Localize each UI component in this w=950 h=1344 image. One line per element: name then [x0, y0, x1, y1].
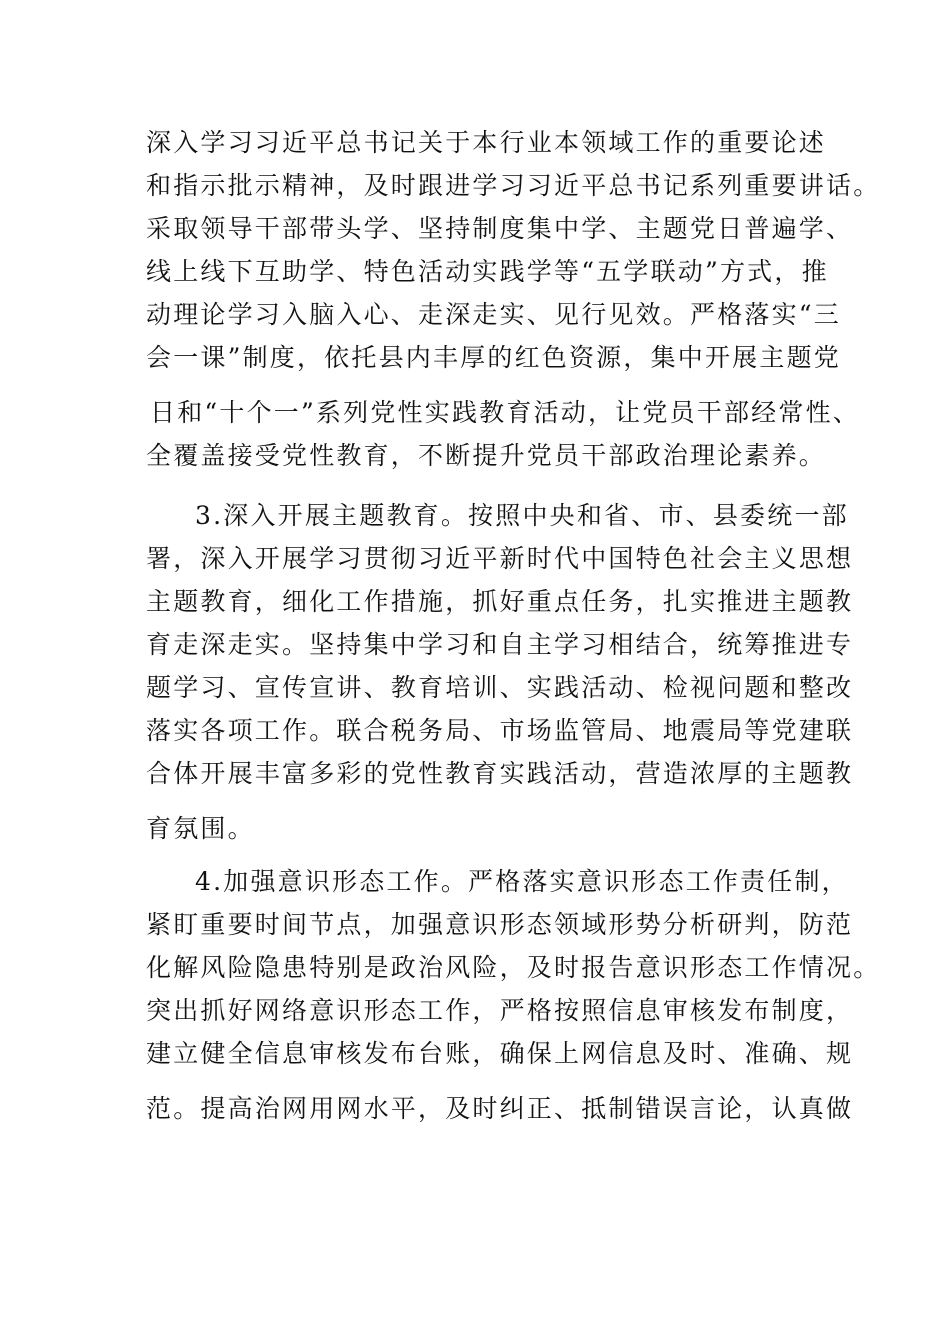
text-line: 署，深入开展学习贯彻习近平新时代中国特色社会主义思想	[146, 544, 854, 573]
text-line: 合体开展丰富多彩的党性教育实践活动，营造浓厚的主题教	[146, 759, 854, 788]
section-heading-line: 3.深入开展主题教育。按照中央和省、市、县委统一部	[195, 501, 849, 530]
text-line: 育氛围。	[146, 814, 255, 843]
text-line: 建立健全信息审核发布台账，确保上网信息及时、准确、规	[146, 1039, 854, 1068]
text-line: 深入学习习近平总书记关于本行业本领域工作的重要论述	[146, 128, 827, 157]
text-line: 突出抓好网络意识形态工作，严格按照信息审核发布制度，	[146, 996, 854, 1025]
text-line: 和指示批示精神，及时跟进学习习近平总书记系列重要讲话。	[146, 171, 881, 200]
text-line: 范。提高治网用网水平，及时纠正、抵制错误言论，认真做	[146, 1094, 854, 1123]
text-line: 会一课”制度，依托县内丰厚的红色资源，集中开展主题党	[146, 343, 841, 372]
text-line: 题学习、宣传宣讲、教育培训、实践活动、检视问题和整改	[146, 673, 854, 702]
text-line: 化解风险隐患特别是政治风险，及时报告意识形态工作情况。	[146, 953, 881, 982]
section-heading-line: 4.加强意识形态工作。严格落实意识形态工作责任制，	[195, 867, 849, 896]
text-line: 日和“十个一”系列党性实践教育活动，让党员干部经常性、	[150, 398, 860, 427]
text-line: 主题教育，细化工作措施，抓好重点任务，扎实推进主题教	[146, 587, 854, 616]
text-line: 育走深走实。坚持集中学习和自主学习相结合，统筹推进专	[146, 630, 854, 659]
text-line: 线上线下互助学、特色活动实践学等“五学联动”方式，推	[146, 257, 829, 286]
text-line: 紧盯重要时间节点，加强意识形态领域形势分析研判，防范	[146, 910, 854, 939]
text-line: 动理论学习入脑入心、走深走实、见行见效。严格落实“三	[146, 300, 841, 329]
text-line: 落实各项工作。联合税务局、市场监管局、地震局等党建联	[146, 716, 854, 745]
text-line: 采取领导干部带头学、坚持制度集中学、主题党日普遍学、	[146, 214, 854, 243]
text-line: 全覆盖接受党性教育，不断提升党员干部政治理论素养。	[146, 441, 827, 470]
